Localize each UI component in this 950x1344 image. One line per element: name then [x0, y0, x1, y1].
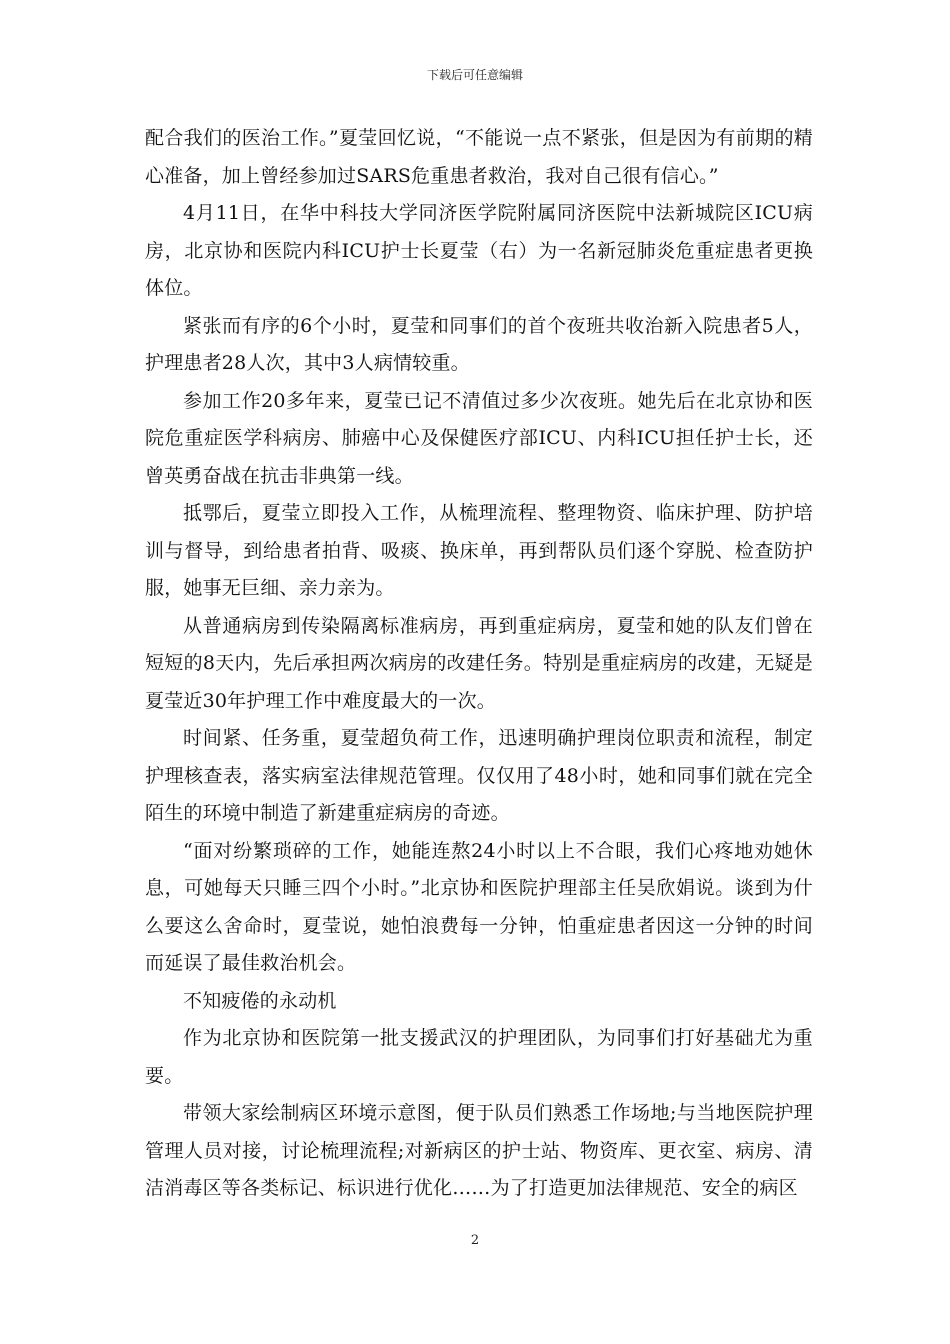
- document-body: [145, 120, 813, 1208]
- paragraph-career: 参加工作20多年来，夏莹已记不清值过多少次夜班。她先后在北京协和医院危重症医学科病房、肺癌中心及保健医疗部ICU、内科ICU担任护士长，还曾英勇奋战在抗击非典第一线。: [145, 389, 813, 487]
- page-header: 下载后可任意编辑: [426, 68, 523, 82]
- paragraph-continuation: 配合我们的医治工作。”夏莹回忆说，“不能说一点不紧张，但是因为有前期的精心准备，加上曾经参加过SARS危重患者救治，我对自己很有信心。”: [145, 127, 813, 187]
- paragraph-six-hours: 紧张而有序的6个小时，夏莹和同事们的首个夜班共收治新入院患者5人，护理患者28人次，其中3人病情较重。: [145, 314, 813, 374]
- section-heading: 不知疲倦的永动机: [183, 989, 337, 1012]
- paragraph-ward-rebuild: 从普通病房到传染隔离标准病房，再到重症病房，夏莹和她的队友们曾在短短的8天内，先后承担两次病房的改建任务。特别是重症病房的改建，无疑是夏莹近30年护理工作中难度最大的一次。: [145, 614, 813, 712]
- paragraph-48-hours: 时间紧、任务重，夏莹超负荷工作，迅速明确护理岗位职责和流程，制定护理核查表，落实病室法律规范管理。仅仅用了48小时，她和同事们就在完全陌生的环境中制造了新建重症病房的奇迹。: [145, 727, 813, 824]
- paragraph-quote: “面对纷繁琐碎的工作，她能连熬24小时以上不合眼，我们心疼地劝她休息，可她每天只睡三四个小时。”北京协和医院护理部主任吴欣娟说。谈到为什么要这么舍命时，夏莹说，她怕浪费每一分钟，怕重症患者因这一分钟的时间而延误了最佳救治机会。: [145, 839, 813, 974]
- paragraph-april-11: 4月11日，在华中科技大学同济医学院附属同济医院中法新城院区ICU病房，北京协和医院内科ICU护士长夏莹（右）为一名新冠肺炎危重症患者更换体位。: [145, 202, 813, 299]
- paragraph-first-team: 作为北京协和医院第一批支援武汉的护理团队，为同事们打好基础尤为重要。: [145, 1027, 813, 1087]
- paragraph-arrival: 抵鄂后，夏莹立即投入工作，从梳理流程、整理物资、临床护理、防护培训与督导，到给患者拍背、吸痰、换床单，再到帮队员们逐个穿脱、检查防护服，她事无巨细、亲力亲为。: [145, 502, 813, 599]
- paragraph-preparation: 带领大家绘制病区环境示意图，便于队员们熟悉工作场地;与当地医院护理管理人员对接，讨论梳理流程;对新病区的护士站、物资库、更衣室、病房、清洁消毒区等各类标记、标识进行优化……为了打造更加法律规范、安全的病区: [145, 1102, 813, 1199]
- page-number: 2: [470, 1233, 480, 1248]
